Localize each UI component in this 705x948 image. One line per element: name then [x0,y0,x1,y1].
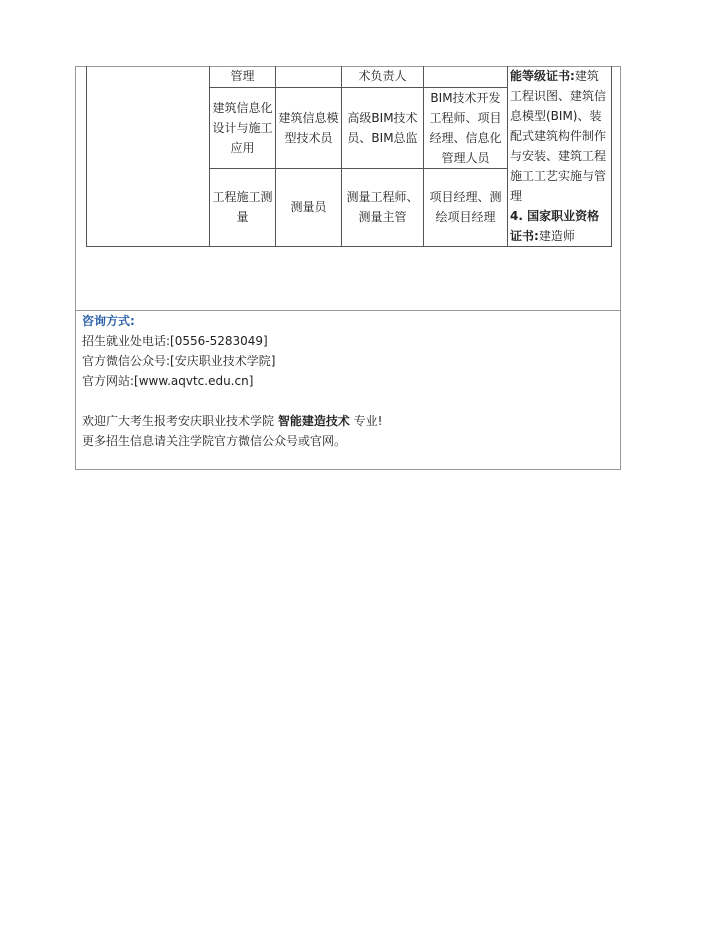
table-cell [276,66,342,87]
more-info-text: 更多招生信息请关注学院官方微信公众号或官网。 [82,434,347,448]
development-position-cell: 高级BIM技术员、BIM总监 [342,87,424,168]
major-name: 智能建造技术 [277,414,350,428]
welcome-suffix: 专业! [349,414,383,428]
career-table [86,66,612,247]
contact-section [82,311,382,451]
cert-label: 4. 国家职业资格证书: [510,209,600,243]
initial-position-cell: 测量员 [276,168,342,246]
contact-website: 官方网站:[www.aqvtc.edu.cn] [82,374,254,388]
spacer [82,391,382,411]
initial-position-cell: 建筑信息模型技术员 [276,87,342,168]
empty-left-cell [87,66,210,247]
contact-phone: 招生就业处电话:[0556-5283049] [82,334,268,348]
certificate-cell [508,66,612,247]
cert-label: 能等级证书: [510,69,575,83]
cert-text: 建筑工程识图、建筑信息模型(BIM)、装配式建筑构件制作与安装、建筑工程施工工艺实施与管理 [510,69,607,203]
table-row [87,66,612,87]
table-cell: 管理 [210,66,276,87]
promotion-position-cell: BIM技术开发工程师、项目经理、信息化管理人员 [424,87,508,168]
cert-text: 建造师 [538,229,575,243]
welcome-prefix: 欢迎广大考生报考安庆职业技术学院 [82,414,278,428]
promotion-position-cell: 项目经理、测绘项目经理 [424,168,508,246]
contact-wechat: 官方微信公众号:[安庆职业技术学院] [82,354,276,368]
development-position-cell: 测量工程师、测量主管 [342,168,424,246]
direction-cell: 建筑信息化设计与施工应用 [210,87,276,168]
table-cell [424,66,508,87]
contact-heading: 咨询方式: [82,314,135,328]
direction-cell: 工程施工测量 [210,168,276,246]
welcome-text [82,411,382,431]
table-cell: 术负责人 [342,66,424,87]
